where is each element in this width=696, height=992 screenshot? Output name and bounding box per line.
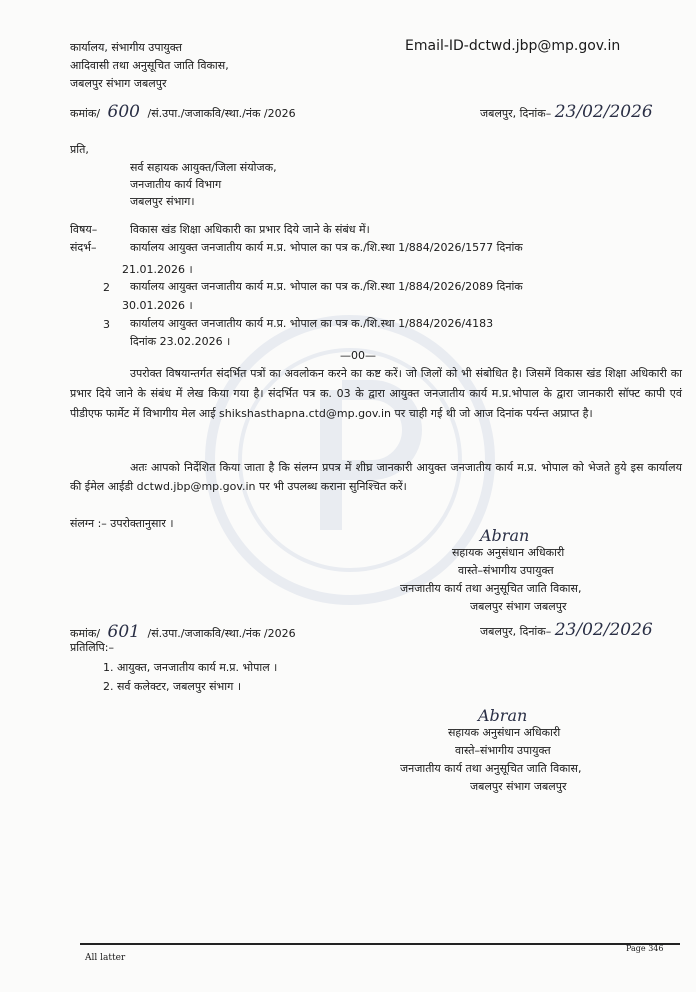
- enclosure-line: संलग्न :– उपरोक्तानुसार ।: [70, 517, 174, 530]
- copy-place-date-label: जबलपुर, दिनांक–: [480, 625, 552, 638]
- reference-2-line-2: 30.01.2026 ।: [122, 299, 193, 312]
- signature-1-place-line: जबलपुर संभाग जबलपुर: [470, 600, 567, 613]
- reference-1-line-1: कार्यालय आयुक्त जनजातीय कार्य म.प्र. भोपाल का पत्र क./शि.स्था 1/884/2026/1577 दिनांक: [130, 241, 523, 254]
- signature-1-designation: सहायक अनुसंधान अधिकारी: [452, 546, 565, 559]
- body-paragraph-2: अतः आपको निर्देशित किया जाता है कि संलग्न प्रपत्र में शीघ्र जानकारी आयुक्त जनजातीय कार्य म.प्र. भोपाल को भेजते हुये इस कार्यालय की ईमेल आईडी dctwd.jbp@mp.gov.in पर भी उपलब्ध कराना सुनिश्चित करें।: [70, 461, 682, 493]
- reference-3-line-1: कार्यालय आयुक्त जनजातीय कार्य म.प्र. भोपाल का पत्र क./शि.स्था 1/884/2026/4183: [130, 317, 494, 330]
- signature-2-designation: सहायक अनुसंधान अधिकारी: [448, 726, 561, 739]
- header-email: Email-ID-dctwd.jbp@mp.gov.in: [405, 38, 621, 54]
- signature-1-scribble: Abran: [480, 526, 530, 545]
- signature-1-dept-line: जनजातीय कार्य तथा अनुसूचित जाति विकास,: [400, 582, 582, 595]
- copy-ref-suffix: /सं.उपा./जजाकवि/स्था./नंक /2026: [147, 627, 296, 640]
- ref-suffix: /सं.उपा./जजाकवि/स्था./नंक /2026: [147, 107, 296, 120]
- office-line-3: जबलपुर संभाग जबलपुर: [70, 77, 167, 90]
- copy-label: प्रतिलिपि:–: [70, 641, 114, 654]
- to-label: प्रति,: [70, 143, 89, 156]
- place-date-label: जबलपुर, दिनांक–: [480, 107, 552, 120]
- signature-2-dept-line: जनजातीय कार्य तथा अनुसूचित जाति विकास,: [400, 762, 582, 775]
- copy-item-1: 1. आयुक्त, जनजातीय कार्य म.प्र. भोपाल ।: [103, 661, 278, 674]
- signature-2-place-line: जबलपुर संभाग जबलपुर: [470, 780, 567, 793]
- copy-reference-line: [70, 622, 296, 642]
- page-number: Page 346: [626, 944, 664, 953]
- copy-ref-prefix: कमांक/: [70, 627, 101, 640]
- reference-2-line-1: कार्यालय आयुक्त जनजातीय कार्य म.प्र. भोपाल का पत्र क./शि.स्था 1/884/2026/2089 दिनांक: [130, 280, 523, 293]
- office-line-2: आदिवासी तथा अनुसूचित जाति विकास,: [70, 59, 229, 72]
- ref-number: 600: [107, 102, 140, 122]
- reference-3-num: 3: [103, 318, 110, 331]
- body-paragraph-1: उपरोक्त विषयान्तर्गत संदर्भित पत्रों का अवलोकन करने का कष्ट करें। जो जिलों को भी संबोधित है। जिसमें विकास खंड शिक्षा अधिकारी का प्रभार दिये जाने के संबंध में लेख किया गया है। संदर्भित पत्र क. 03 के द्वारा आयुक्त जनजातीय कार्य म.प्र.भोपाल के द्वारा जानकारी सॉफ्ट कापी एवं पीडीएफ फार्मेट में विभागीय मेल आई shikshasthapna.ctd@mp.gov.in पर चाही गई थी जो आज दिनांक पर्यन्त अप्राप्त है।: [70, 367, 682, 420]
- office-line-1: कार्यालय, संभागीय उपायुक्त: [70, 41, 182, 54]
- copy-place-date: [480, 620, 653, 640]
- signature-2-for-line: वास्ते–संभागीय उपायुक्त: [455, 744, 551, 757]
- reference-1-line-2: 21.01.2026 ।: [122, 263, 193, 276]
- reference-3-line-2: दिनांक 23.02.2026 ।: [130, 335, 231, 348]
- date-handwritten: 23/02/2026: [554, 102, 653, 122]
- recipient-line-3: जबलपुर संभाग।: [130, 195, 195, 208]
- copy-date-handwritten: 23/02/2026: [554, 620, 653, 640]
- signature-2-scribble: Abran: [478, 706, 528, 725]
- copy-ref-number: 601: [107, 622, 140, 642]
- subject-text: विकास खंड शिक्षा अधिकारी का प्रभार दिये जाने के संबंध में।: [130, 223, 370, 236]
- recipient-line-2: जनजातीय कार्य विभाग: [130, 178, 222, 191]
- recipient-line-1: सर्व सहायक आयुक्त/जिला संयोजक,: [130, 161, 277, 174]
- copy-item-2: 2. सर्व कलेक्टर, जबलपुर संभाग ।: [103, 680, 241, 693]
- separator: —00—: [340, 349, 376, 362]
- footer-rule: [80, 943, 680, 945]
- reference-label: संदर्भ–: [70, 241, 97, 254]
- reference-2-num: 2: [103, 281, 110, 294]
- place-date: [480, 102, 653, 122]
- subject-label: विषय–: [70, 223, 98, 236]
- reference-line: [70, 102, 296, 122]
- footer-left-text: All latter: [85, 953, 126, 963]
- signature-1-for-line: वास्ते–संभागीय उपायुक्त: [458, 564, 554, 577]
- ref-prefix: कमांक/: [70, 107, 101, 120]
